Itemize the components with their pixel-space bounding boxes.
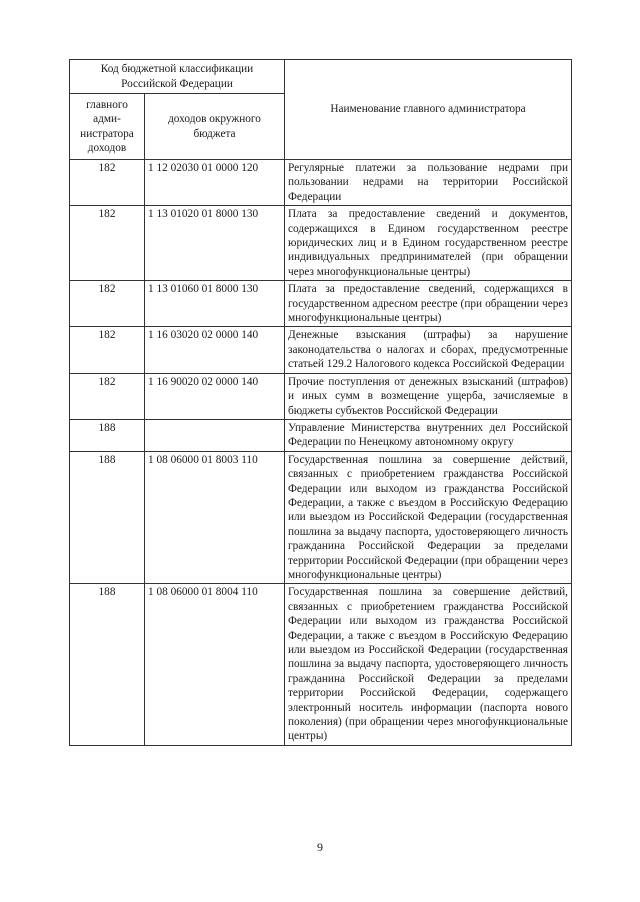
- admin-name-cell: Регулярные платежи за пользование недрами при пользовании недрами на территории Российской Федерации: [285, 160, 572, 206]
- admin-code-cell: 182: [70, 160, 145, 206]
- table-section-row: [70, 419, 572, 451]
- admin-name-cell: Плата за предоставление сведений и документов, содержащихся в Едином государственном реестре юридических лиц и в Едином государственном реестре индивидуальных предпринимателей (при обращении через многофункциональные центры): [285, 206, 572, 281]
- admin-code-cell: 182: [70, 206, 145, 281]
- admin-code-cell: 182: [70, 281, 145, 327]
- income-code-cell: [145, 419, 285, 451]
- income-code-header: доходов окружного бюджета: [145, 94, 285, 160]
- income-code-cell: 1 12 02030 01 0000 120: [145, 160, 285, 206]
- page-number: 9: [317, 840, 323, 854]
- income-code-cell: 1 13 01020 01 8000 130: [145, 206, 285, 281]
- income-code-cell: 1 08 06000 01 8004 110: [145, 584, 285, 745]
- income-code-cell: 1 16 90020 02 0000 140: [145, 373, 285, 419]
- table-row: [70, 281, 572, 327]
- table-body: [70, 160, 572, 746]
- admin-code-cell: 182: [70, 327, 145, 373]
- admin-name-cell: Государственная пошлина за совершение действий, связанных с приобретением гражданства Российской Федерации или выходом из гражданства Российской Федерации, а также с въездом в Российскую Федерацию или выездом из Российской Федерации (государственная пошлина за выдачу паспорта, удостоверяющего личность гражданина Российской Федерации за пределами территории Российской Федерации, содержащего электронный носитель информации (паспорта нового поколения) (при обращении через многофункциональные центры): [285, 584, 572, 745]
- budget-classification-table: [69, 59, 572, 746]
- admin-name-cell: Денежные взыскания (штрафы) за нарушение законодательства о налогах и сборах, предусмотренные статьей 129.2 Налогового кодекса Российской Федерации: [285, 327, 572, 373]
- table-row: [70, 584, 572, 745]
- admin-name-cell: Плата за предоставление сведений, содержащихся в государственном адресном реестре (при обращении через многофункциональные центры): [285, 281, 572, 327]
- admin-name-cell: Государственная пошлина за совершение действий, связанных с приобретением гражданства Российской Федерации или выходом из гражданства Российской Федерации, а также с въездом в Российскую Федерацию или выездом из Российской Федерации (государственная пошлина за выдачу паспорта, удостоверяющего личность гражданина Российской Федерации за пределами территории Российской Федерации (при обращении через многофункциональные центры): [285, 451, 572, 584]
- admin-code-cell: 188: [70, 451, 145, 584]
- admin-code-cell: 188: [70, 584, 145, 745]
- income-code-cell: 1 16 03020 02 0000 140: [145, 327, 285, 373]
- table-row: [70, 451, 572, 584]
- income-code-cell: 1 08 06000 01 8003 110: [145, 451, 285, 584]
- table-row: [70, 373, 572, 419]
- table-row: [70, 160, 572, 206]
- table-header: [70, 60, 572, 160]
- admin-code-cell: 188: [70, 419, 145, 451]
- admin-name-cell: Управление Министерства внутренних дел Российской Федерации по Ненецкому автономному округу: [285, 419, 572, 451]
- table-row: [70, 206, 572, 281]
- table-row: [70, 327, 572, 373]
- kbk-header: Код бюджетной классификации Российской Федерации: [70, 60, 285, 94]
- income-code-cell: 1 13 01060 01 8000 130: [145, 281, 285, 327]
- admin-name-header: Наименование главного администратора: [285, 60, 572, 160]
- admin-code-header: главного адми-нистратора доходов: [70, 94, 145, 160]
- admin-name-cell: Прочие поступления от денежных взысканий (штрафов) и иных сумм в возмещение ущерба, зачисляемые в бюджеты субъектов Российской Федерации: [285, 373, 572, 419]
- admin-code-cell: 182: [70, 373, 145, 419]
